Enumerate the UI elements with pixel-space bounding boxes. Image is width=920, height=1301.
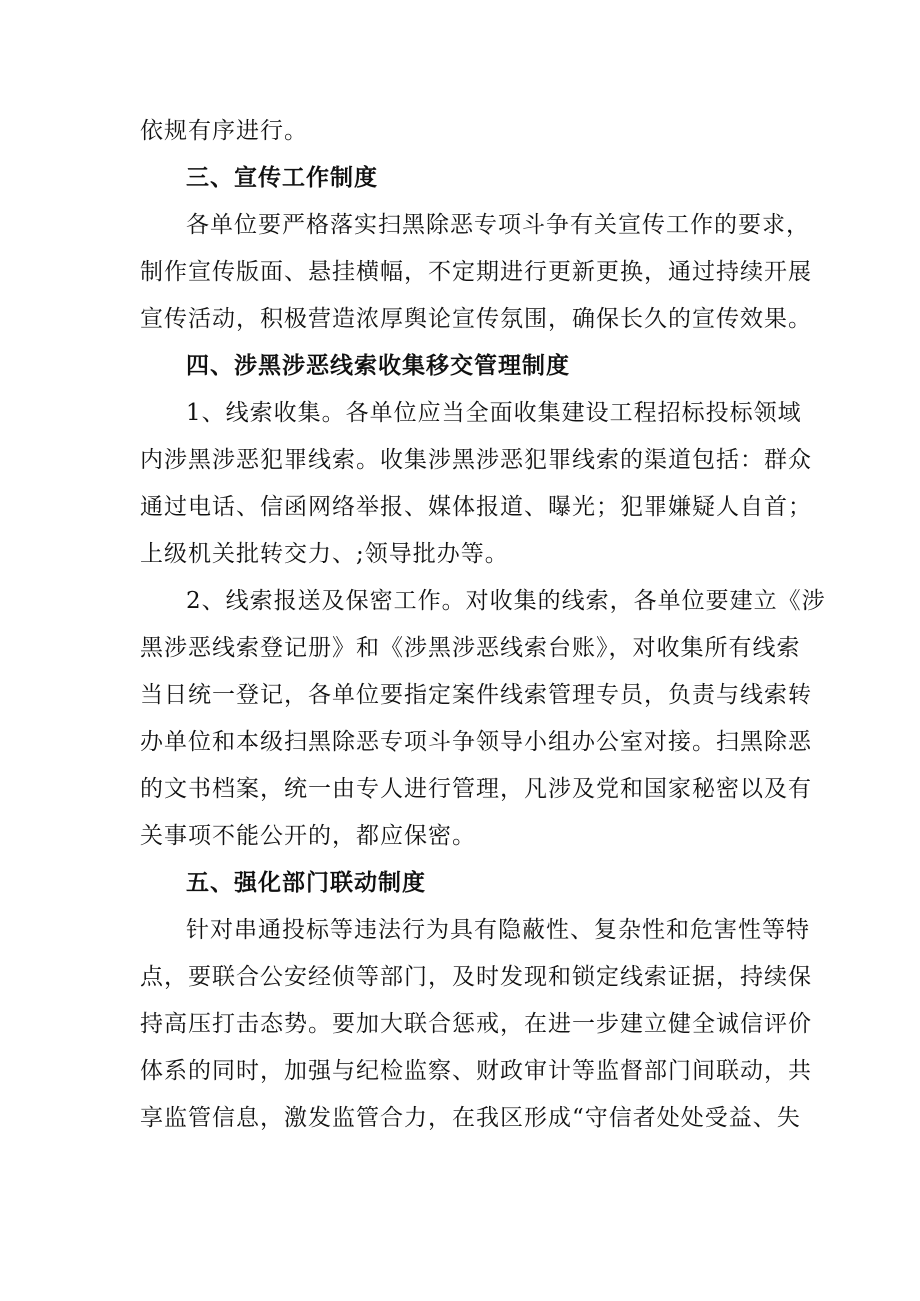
paragraph-line: 制作宣传版面、悬挂横幅，不定期进行更新更换，通过持续开展 <box>140 259 812 285</box>
paragraph-continuation: 依规有序进行。 <box>140 118 308 144</box>
paragraph-line: 2、线索报送及保密工作。对收集的线索，各单位要建立《涉 <box>186 588 826 614</box>
paragraph-line: 体系的同时，加强与纪检监察、财政审计等监督部门间联动，共 <box>140 1058 812 1084</box>
paragraph-line: 当日统一登记，各单位要指定案件线索管理专员，负责与线索转 <box>140 682 812 708</box>
paragraph-line: 针对串通投标等违法行为具有隐蔽性、复杂性和危害性等特 <box>186 917 810 943</box>
document-page <box>140 108 826 1142</box>
paragraph-line: 关事项不能公开的，都应保密。 <box>140 823 476 849</box>
paragraph-line: 上级机关批转交力、;领导批办等。 <box>140 541 509 567</box>
paragraph-line: 通过电话、信函网络举报、媒体报道、曝光；犯罪嫌疑人自首； <box>140 494 812 520</box>
paragraph-line: 办单位和本级扫黑除恶专项斗争领导小组办公室对接。扫黑除恶 <box>140 729 812 755</box>
paragraph-line: 宣传活动，积极营造浓厚舆论宣传氛围，确保长久的宣传效果。 <box>140 306 812 332</box>
paragraph-line: 内涉黑涉恶犯罪线索。收集涉黑涉恶犯罪线索的渠道包括：群众 <box>140 447 812 473</box>
paragraph-line: 持高压打击态势。要加大联合惩戒，在进一步建立健全诚信评价 <box>140 1011 812 1037</box>
section-heading-4: 四、涉黑涉恶线索收集移交管理制度 <box>186 353 570 379</box>
paragraph-line: 的文书档案，统一由专人进行管理，凡涉及党和国家秘密以及有 <box>140 776 812 802</box>
paragraph-line: 点，要联合公安经侦等部门，及时发现和锁定线索证据，持续保 <box>140 964 812 990</box>
paragraph-line: 1、线索收集。各单位应当全面收集建设工程招标投标领域 <box>186 400 802 426</box>
section-heading-5: 五、强化部门联动制度 <box>186 870 426 896</box>
paragraph-line: 黑涉恶线索登记册》和《涉黑涉恶线索台账》，对收集所有线索 <box>140 635 801 661</box>
section-heading-3: 三、宣传工作制度 <box>186 165 378 191</box>
paragraph-line: 享监管信息，激发监管合力，在我区形成“守信者处处受益、失 <box>140 1105 801 1131</box>
paragraph-line: 各单位要严格落实扫黑除恶专项斗争有关宣传工作的要求， <box>186 212 810 238</box>
